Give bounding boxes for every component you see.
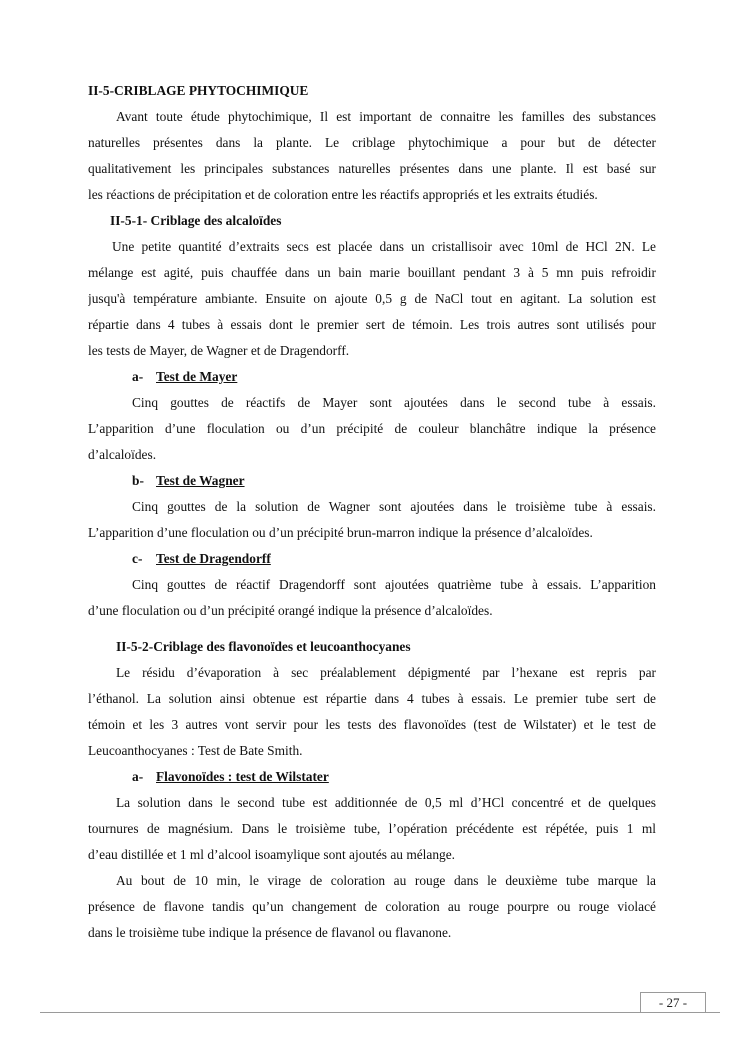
list-marker: a- [132, 369, 144, 384]
text-line: d’une floculation ou d’un précipité orangé indique la présence d’alcaloïdes. [88, 603, 493, 618]
document-page [88, 78, 656, 946]
text-line: Le résidu d’évaporation à sec préalablement dépigmenté par l’hexane est repris par [116, 665, 656, 680]
text-line: Cinq gouttes de la solution de Wagner sont ajoutées dans le troisième tube à essais. [132, 499, 656, 514]
text-line: Au bout de 10 min, le virage de coloration au rouge dans le deuxième tube marque la [116, 873, 656, 888]
text-line: répartie dans 4 tubes à essais dont le premier sert de témoin. Les trois autres sont utilisés pour [88, 317, 656, 332]
intro-paragraph [88, 104, 656, 208]
page-number: - 27 - [640, 992, 706, 1013]
text-line: témoin et les 3 autres vont servir pour les tests des flavonoïdes (test de Wilstater) et le test de [88, 717, 656, 732]
text-line: La solution dans le second tube est additionnée de 0,5 ml d’HCl concentré et de quelques [116, 795, 656, 810]
list-marker: b- [132, 473, 144, 488]
text-line: mélange est agité, puis chauffée dans un bain marie bouillant pendant 3 à 5 mn puis refroidir [88, 265, 656, 280]
flavonoides-paragraph [88, 660, 656, 764]
section-title: II-5-CRIBLAGE PHYTOCHIMIQUE [88, 83, 309, 98]
text-line: Cinq gouttes de réactif Dragendorff sont ajoutées quatrième tube à essais. L’apparition [132, 577, 656, 592]
list-marker: c- [132, 551, 143, 566]
item-title: Flavonoïdes : test de Wilstater [156, 769, 329, 784]
item-heading-dragendorff [88, 546, 656, 572]
item-heading-mayer [88, 364, 656, 390]
text-line: l’éthanol. La solution ainsi obtenue est répartie dans 4 tubes à essais. Le premier tube sert de [88, 691, 656, 706]
text-line: Avant toute étude phytochimique, Il est important de connaitre les familles des substances [116, 109, 656, 124]
text-line: Cinq gouttes de réactifs de Mayer sont ajoutées dans le second tube à essais. [132, 395, 656, 410]
alcaloides-paragraph [88, 234, 656, 364]
item-heading-wagner [88, 468, 656, 494]
text-line: naturelles présentes dans la plante. Le criblage phytochimique a pour but de détecter [88, 135, 656, 150]
list-marker: a- [132, 769, 144, 784]
text-line: d’eau distillée et 1 ml d’alcool isoamylique sont ajoutés au mélange. [88, 847, 456, 862]
item-title: Test de Dragendorff [156, 551, 271, 566]
text-line: d’alcaloïdes. [88, 447, 157, 462]
text-line: les tests de Mayer, de Wagner et de Dragendorff. [88, 343, 350, 358]
text-line: Une petite quantité d’extraits secs est placée dans un cristallisoir avec 10ml de HCl 2N. Le [112, 239, 656, 254]
text-line: qualitativement les principales substances naturelles présentes dans une plante. Il est basé sur [88, 161, 656, 176]
item-title: Test de Mayer [156, 369, 238, 384]
item-title: Test de Wagner [156, 473, 245, 488]
text-line: jusqu'à température ambiante. Ensuite on ajoute 0,5 g de NaCl tout en agitant. La solution est [88, 291, 656, 306]
subsection-heading-flavonoides: II-5-2-Criblage des flavonoïdes et leucoanthocyanes [116, 639, 411, 654]
text-line: présence de flavone tandis qu’un changement de coloration au rouge pourpre ou rouge violacé [88, 899, 656, 914]
text-line: L’apparition d’une floculation ou d’un précipité brun-marron indique la présence d’alcaloïdes. [88, 525, 593, 540]
text-line: dans le troisième tube indique la présence de flavanol ou flavanone. [88, 925, 452, 940]
text-line: L’apparition d’une floculation ou d’un précipité de couleur blanchâtre indique la présence [88, 421, 656, 436]
item-heading-wilstater [88, 764, 656, 790]
footer-divider [40, 1012, 720, 1013]
subsection-heading-alcaloides: II-5-1- Criblage des alcaloïdes [110, 213, 282, 228]
text-line: tournures de magnésium. Dans le troisième tube, l’opération précédente est répétée, puis 1 ml [88, 821, 656, 836]
text-line: les réactions de précipitation et de coloration entre les réactifs appropriés et les extraits étudiés. [88, 187, 598, 202]
text-line: Leucoanthocyanes : Test de Bate Smith. [88, 743, 303, 758]
spacer [88, 624, 656, 634]
